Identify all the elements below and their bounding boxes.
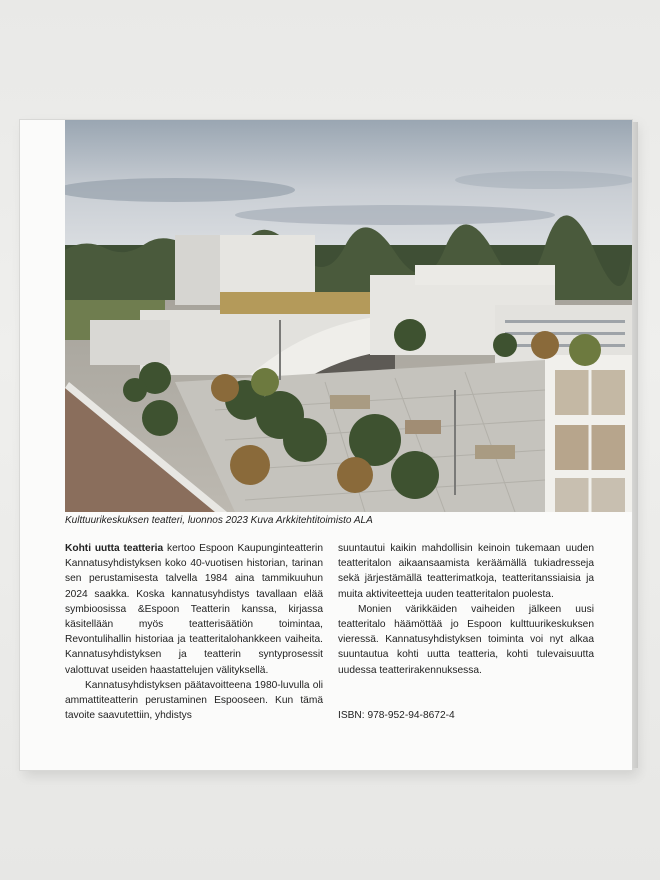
paragraph-3: suuntautui kaikin mahdollisin keinoin tukemaan uuden teatteritalon aikaansaamista keräämällä tukiadresseja sekä järjestämällä teatterimatkoja, teatteritanssiaisia ja muita aktiviteetteja uuden teatteritalon puolesta. (338, 543, 594, 600)
text-column-left (65, 541, 323, 723)
paragraph-4: Monien värikkäiden vaiheiden jälkeen uusi teatteritalo häämöttää jo Espoon kulttuurikeskuksen vieressä. Kannatusyhdistyksen toiminta voi nyt alkaa suuntautua kohti uutta teatteria, kohti tulevaisuutta uudessa teatterirakennuksessa. (338, 603, 594, 676)
cover-photo (65, 120, 632, 512)
intro-text: kertoo Espoon Kaupunginteatterin Kannatusyhdistyksen koko 40-vuotisen historian, tarinan sen perustamisesta talvella 1984 aina tammikuuhun 2024 saakka. Koska kannatusyhdistys tavallaan elää symbioosissa &Espoon Teatterin kanssa, kirjassa käsitellään myös teatterisäätiön toimintaa, Revontulihallin historiaa ja teatteritalohankkeen vaiheita. Kannatusyhdistyksen ja teatterin syntyprosessit valottuvat useiden haastattelujen välityksellä. (65, 543, 323, 676)
page-edge (632, 122, 638, 768)
isbn-label: ISBN: 978-952-94-8672-4 (338, 710, 455, 721)
text-column-right (338, 541, 594, 678)
intro-paragraph (65, 541, 323, 678)
book-back-cover (20, 120, 632, 770)
paragraph-2: Kannatusyhdistyksen päätavoitteena 1980-luvulla oli ammattiteatterin perustaminen Espooseen. Kun tämä tavoite saavutettiin, yhdistys (65, 679, 323, 722)
book-title: Kohti uutta teatteria (65, 543, 164, 554)
theatre-rendering-image (65, 120, 632, 512)
photo-caption: Kulttuurikeskuksen teatteri, luonnos 2023 Kuva Arkkitehtitoimisto ALA (65, 515, 373, 526)
